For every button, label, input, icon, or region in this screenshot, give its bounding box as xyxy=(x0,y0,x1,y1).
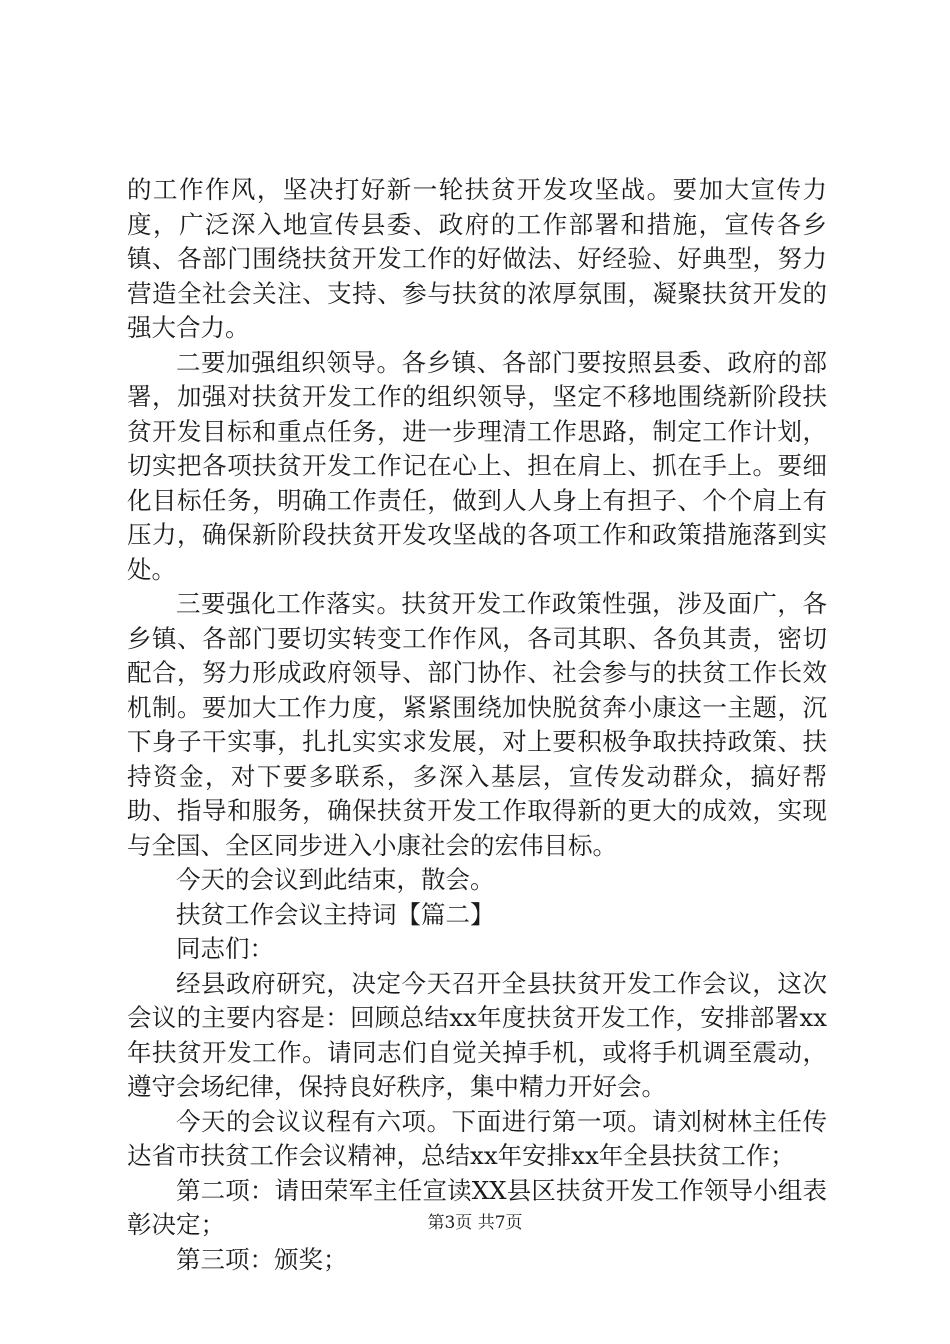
paragraph-closing: 今天的会议到此结束，散会。 xyxy=(176,865,495,894)
paragraph-item-three: 第三项：颁奖； xyxy=(176,1244,348,1274)
page-footer: 第3页 共7页 xyxy=(427,1213,523,1233)
paragraph-salutation: 同志们： xyxy=(176,934,274,963)
paragraph-organization: 二要加强组织领导。各乡镇、各部门要按照县委、政府的部署，加强对扶贫开发工作的组织领导，坚定不移地围绕新阶段扶贫开发目标和重点任务，进一步理清工作思路，制定工作计划，切实把各项扶贫开发工作记在心上、担在肩上、抓在手上。要细化目标任务，明确工作责任，做到人人身上有担子、个个肩上有压力，确保新阶段扶贫开发攻坚战的各项工作和政策措施落到实处。 xyxy=(127,347,827,584)
paragraph-implementation: 三要强化工作落实。扶贫开发工作政策性强，涉及面广，各乡镇、各部门要切实转变工作作风，各司其职、各负其责，密切配合，努力形成政府领导、部门协作、社会参与的扶贫工作长效机制。要加大工作力度，紧紧围绕加快脱贫奔小康这一主题，沉下身子干实事，扎扎实实求发展，对上要积极争取扶持政策、扶持资金，对下要多联系，多深入基层，宣传发动群众，搞好帮助、指导和服务，确保扶贫开发工作取得新的更大的成效，实现与全国、全区同步进入小康社会的宏伟目标。 xyxy=(127,589,827,860)
document-body xyxy=(127,173,827,1277)
paragraph-meeting-intro: 经县政府研究，决定今天召开全县扶贫开发工作会议，这次会议的主要内容是：回顾总结xx年度扶贫开发工作，安排部署xx年扶贫开发工作。请同志们自觉关掉手机，或将手机调至震动，遵守会场纪律，保持良好秩序，集中精力开好会。 xyxy=(127,968,827,1101)
paragraph-agenda: 今天的会议议程有六项。下面进行第一项。请刘树林主任传达省市扶贫工作会议精神，总结xx年安排xx年全县扶贫工作； xyxy=(127,1106,827,1170)
section-heading: 扶贫工作会议主持词【篇二】 xyxy=(176,899,495,929)
paragraph-continuation: 的工作作风，坚决打好新一轮扶贫开发攻坚战。要加大宣传力度，广泛深入地宣传县委、政府的工作部署和措施，宣传各乡镇、各部门围绕扶贫开发工作的好做法、好经验、好典型，努力营造全社会关注、支持、参与扶贫的浓厚氛围，凝聚扶贫开发的强大合力。 xyxy=(127,175,827,342)
paragraph-item-two: 第二项：请田荣军主任宣读XX县区扶贫开发工作领导小组表彰决定； xyxy=(127,1175,827,1239)
